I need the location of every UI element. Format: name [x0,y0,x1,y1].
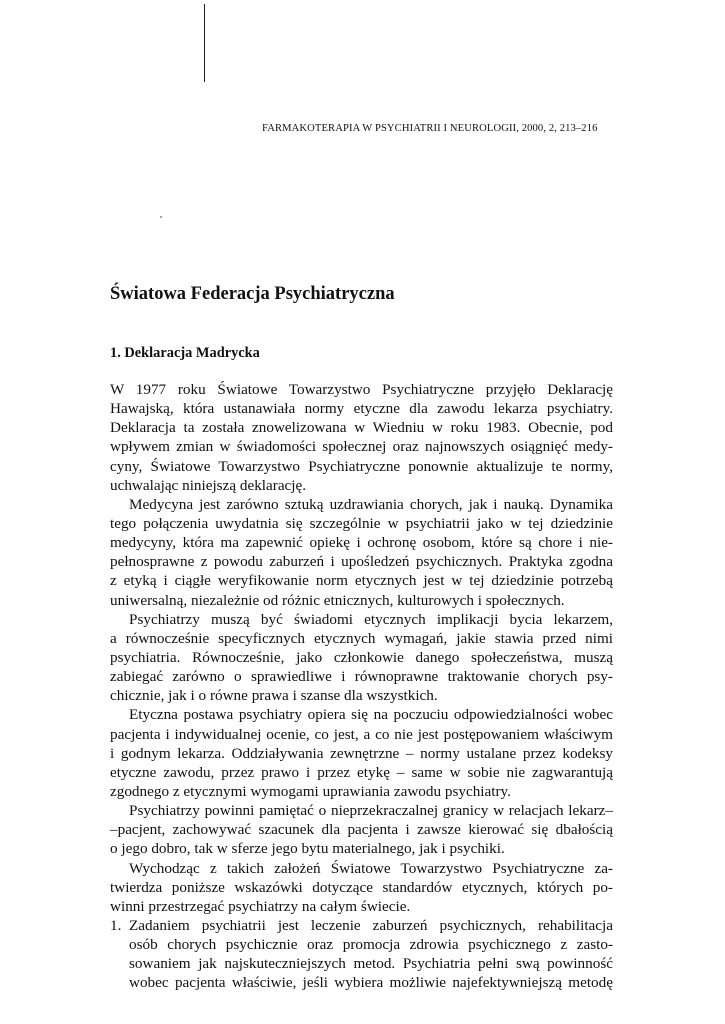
text-line: Psychiatrzy muszą być świadomi etycznych implikacji bycia lekarzem, [129,610,613,628]
article-title: Światowa Federacja Psychiatryczna [110,284,395,304]
page-edge-line [204,4,205,82]
text-line: sowaniem jak najskuteczniejszych metod. Psychiatria pełni swą powinność [129,955,613,973]
text-line: o jego dobro, tak w sferze jego bytu materialnego, jak i psychiki. [110,840,505,858]
text-line: i godnym lekarza. Oddziaływania zewnętrzne – normy ustalane przez kodeksy [110,744,613,762]
list-item-text: Zadaniem psychiatrii jest leczenie zaburzeń psychicznych, rehabilitacja [129,916,613,934]
text-line: zabiegać zarówno o sprawiedliwe i równoprawne traktowanie chorych psy- [110,668,613,686]
running-header: FARMAKOTERAPIA W PSYCHIATRII I NEUROLOGII, 2000, 2, 213–216 [262,123,598,134]
text-line: cyny, Światowe Towarzystwo Psychiatryczne ponownie aktualizuje te normy, [110,457,613,475]
text-line: twierdza poniższe wskazówki dotyczące standardów etycznych, których po- [110,878,613,896]
section-heading: 1. Deklaracja Madrycka [110,345,260,361]
text-line: uniwersalną, niezależnie od różnic etnicznych, kulturowych i społecznych. [110,591,565,609]
text-line: Medycyna jest zarówno sztuką uzdrawiania chorych, jak i nauką. Dynamika [129,495,613,513]
text-line: Hawajską, która ustanawiała normy etyczne dla zawodu lekarza psychiatry. [110,400,613,418]
text-line: etyczne zawodu, przez prawo i przez etykę – same w sobie nie zagwarantują [110,763,613,781]
text-line: Deklaracja ta została znowelizowana w Wiedniu w roku 1983. Obecnie, pod [110,419,613,437]
article-body [110,380,613,993]
text-line: medycyny, która ma zapewnić opiekę i ochronę osobom, które są chore i nie- [110,534,613,552]
list-number: 1. [110,916,122,934]
text-line: a równocześnie specyficznych etycznych wymagań, jakie stawia przed nimi [110,629,613,647]
text-line: psychiatria. Równocześnie, jako członkowie danego społeczeństwa, muszą [110,648,613,666]
text-line: wpływem zmian w świadomości społecznej oraz najnowszych osiągnięć medy- [110,438,613,456]
text-line: tego połączenia uwydatnia się szczególnie w psychiatrii jako w tej dziedzinie [110,514,613,532]
text-line: W 1977 roku Światowe Towarzystwo Psychiatryczne przyjęło Deklarację [110,381,613,398]
text-line: –pacjent, zachowywać szacunek dla pacjenta i zawsze kierować się dbałością [110,821,613,839]
text-line: Wychodząc z takich założeń Światowe Towarzystwo Psychiatryczne za- [129,859,613,877]
text-line: uchwalając niniejszą deklarację. [110,476,307,494]
text-line: chicznie, jak i o równe prawa i szanse dla wszystkich. [110,687,438,705]
text-line: pełnosprawne z powodu zaburzeń i upośledzeń psychicznych. Praktyka zgodna [110,553,613,571]
text-line: z etyką i ciągłe weryfikowanie norm etycznych jest w tej dziedzinie potrzebą [110,572,613,590]
list-item-line [110,916,613,935]
scan-speck [160,216,162,218]
text-line: Etyczna postawa psychiatry opiera się na poczuciu odpowiedzialności wobec [129,706,613,724]
text-line: osób chorych psychicznie oraz promocja zdrowia psychicznego z zasto- [129,936,613,954]
text-line: Psychiatrzy powinni pamiętać o nieprzekraczalnej granicy w relacjach lekarz– [129,802,613,820]
text-line: wobec pacjenta właściwie, jeśli wybiera możliwie najefektywniejszą metodę [129,974,613,992]
text-line: pacjenta i indywidualnej ocenie, co jest, a co nie jest postępowaniem właściwym [110,725,613,743]
text-line: winni przestrzegać psychiatrzy na całym świecie. [110,897,411,915]
text-line: zgodnego z etycznymi wymogami uprawiania zawodu psychiatry. [110,782,511,800]
